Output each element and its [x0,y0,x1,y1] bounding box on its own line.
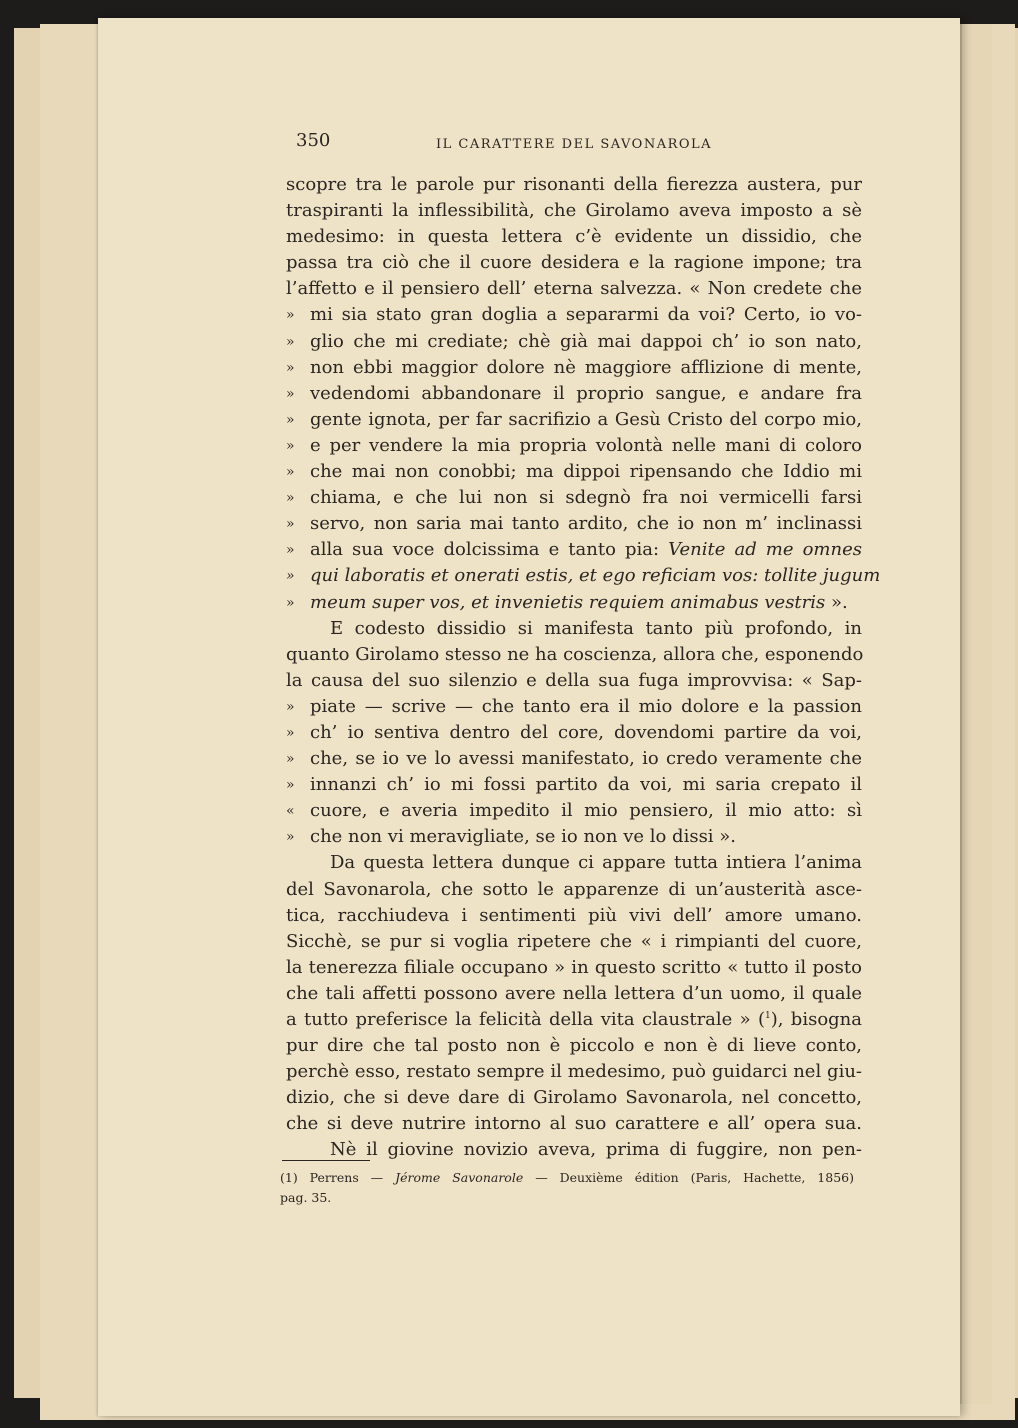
text-line: quanto Girolamo stesso ne ha coscienza, allora che, esponendo [286,643,864,665]
quote-line: » innanzi ch’ io mi fossi partito da voi, mi saria crepato il [286,772,862,798]
text-line: che tali affetti possono avere nella lettera d’un uomo, il quale [286,982,862,1004]
footnote-edition: — Deuxième édition (Paris, Hachette, 1856) [535,1170,854,1185]
quote-line: » ch’ io sentiva dentro del core, dovendomi partire da voi, [286,720,862,746]
quote-line-latin [286,590,862,616]
text-segment: a tutto preferisce la felicità della vita claustrale » ( [286,1009,765,1030]
page-header [296,130,856,154]
quote-line [286,537,862,563]
quote-line: » vedendomi abbandonare il proprio sangue, e andare fra [286,381,862,407]
footnote-author: Perrens — [309,1170,384,1185]
footnote [280,1168,854,1208]
text-line: pur dire che tal posto non è piccolo e non è di lieve conto, [286,1035,862,1057]
text-line: E codesto dissidio si manifesta tanto più profondo, in [330,617,862,639]
text-line: Sicchè, se pur si voglia ripetere che « i rimpianti del cuore, [286,930,862,952]
text-line: Nè il giovine novizio aveva, prima di fuggire, non pen- [330,1139,862,1161]
text-line: traspiranti la inflessibilità, che Girolamo aveva imposto a sè [286,200,862,222]
quote-line-latin: » qui laboratis et onerati estis, et ego reficiam vos: tollite jugum [286,563,862,589]
quote-line: » che, se io ve lo avessi manifestato, io credo veramente che [286,746,862,772]
quote-line: » chiama, e che lui non si sdegnò fra noi vermicelli farsi [286,485,862,511]
text-line: la causa del suo silenzio e della sua fuga improvvisa: « Sap- [286,669,862,691]
text-line [286,1007,862,1033]
text-line: medesimo: in questa lettera c’è evidente un dissidio, che [286,226,862,248]
quote-line: » che mai non conobbi; ma dippoi ripensando che Iddio mi [286,459,862,485]
text-line: che si deve nutrire intorno al suo carattere e all’ opera sua. [286,1113,862,1135]
quote-line: » glio che mi crediate; chè già mai dappoi ch’ io son nato, [286,329,862,355]
text-line: l’affetto e il pensiero dell’ eterna salvezza. « Non credete che [286,278,862,300]
text-segment: alla sua voce dolcissima e tanto pia: [310,539,660,561]
latin-quote: Venite ad me omnes [668,539,862,561]
binding-strip [960,24,992,1404]
latin-quote: meum super vos, et invenietis requiem animabus vestris [310,591,826,613]
footnote-line [280,1168,854,1188]
running-title: IL CARATTERE DEL SAVONAROLA [436,137,713,152]
quote-line: » e per vendere la mia propria volontà nelle mani di coloro [286,433,862,459]
quote-line: » mi sia stato gran doglia a separarmi da voi? Certo, io vo- [286,302,862,328]
text-line: perchè esso, restato sempre il medesimo, può guidarci nel giu- [286,1061,862,1083]
footnote-page: pag. 35. [280,1190,332,1205]
footnote-separator [282,1160,370,1161]
quote-line: » piate — scrive — che tanto era il mio dolore e la passion [286,694,862,720]
text-line: del Savonarola, che sotto le apparenze di un’austerità asce- [286,878,862,900]
text-line: dizio, che si deve dare di Girolamo Savonarola, nel concetto, [286,1087,862,1109]
page-number: 350 [296,130,331,151]
footnote-marker: (1) [280,1170,298,1185]
text-segment: ), bisogna [770,1009,862,1030]
text-line: scopre tra le parole pur risonanti della fierezza austera, pur [286,174,862,195]
quote-line: » non ebbi maggior dolore nè maggiore afflizione di mente, [286,355,862,381]
footnote-reference: 1 [765,1011,771,1021]
closing-guillemet: ». [831,591,848,613]
body-text [286,172,881,1164]
quote-line: » gente ignota, per far sacrifizio a Gesù Cristo del corpo mio, [286,407,862,433]
quote-line: » servo, non saria mai tanto ardito, che io non m’ inclinassi [286,511,862,537]
footnote-title: Jérome Savonarole [395,1170,524,1185]
text-line: tica, racchiudeva i sentimenti più vivi dell’ amore umano. [286,904,862,926]
quote-line: « cuore, e averia impedito il mio pensiero, il mio atto: sì [286,798,862,824]
text-line: passa tra ciò che il cuore desidera e la ragione impone; tra [286,252,862,274]
text-line: la tenerezza filiale occupano » in questo scritto « tutto il posto [286,956,862,978]
quote-line: » che non vi meravigliate, se io non ve lo dissi ». [286,824,862,850]
text-line: Da questa lettera dunque ci appare tutta intiera l’anima [330,852,862,874]
